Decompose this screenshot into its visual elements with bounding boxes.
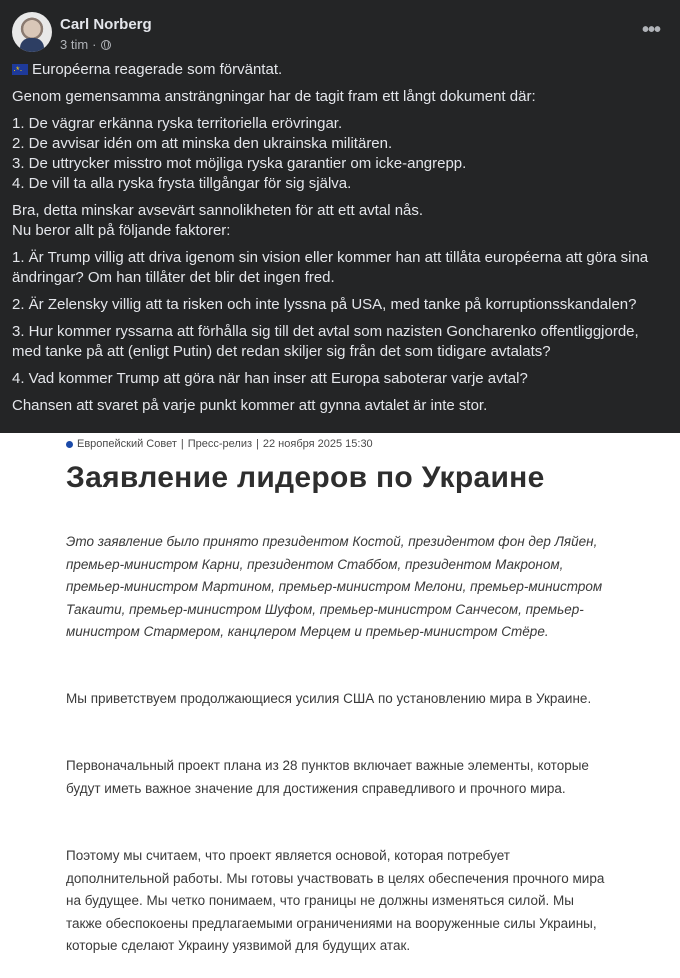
more-options-icon[interactable]: ••• <box>641 19 660 41</box>
bra-line: Bra, detta minskar avsevärt sannolikheten för att ett avtal nås. <box>12 202 424 219</box>
closing-line: Chansen att svaret på varje punkt kommer att gynna avtalet är inte stor. <box>12 397 488 414</box>
council-dot-icon <box>66 441 73 448</box>
meta-separator: · <box>92 37 97 52</box>
lead-line: Genom gemensamma ansträngningar har de tagit fram ett långt dokument där: <box>12 88 536 105</box>
document-paragraph-2: Первоначальный проект плана из 28 пунктов включает важные элементы, которые будут иметь важное значение для достижения справедливого и прочного мира. <box>66 758 589 796</box>
author-name[interactable]: Carl Norberg <box>60 16 152 33</box>
post-header <box>0 0 680 60</box>
list1 <box>12 114 668 194</box>
bra-paragraph <box>12 201 668 241</box>
meta-divider: | <box>180 438 184 450</box>
list1-item: 1. De vägrar erkänna ryska territoriella erövringar. <box>12 115 343 132</box>
globe-icon[interactable] <box>101 40 111 50</box>
attached-document-image[interactable] <box>0 433 680 978</box>
document-date: 22 ноября 2025 15:30 <box>262 438 373 450</box>
question-4: 4. Vad kommer Trump att göra när han inser att Europa saboterar varje avtal? <box>12 370 528 387</box>
document-paragraph-3: Поэтому мы считаем, что проект является основой, которая потребует дополнительной работы. Мы готовы участвовать в целях обеспечения прочного мира на будущее. Мы четко понимаем, что границы не должны изменяться силой. Мы также обеспокоены предлагаемыми ограничениями на вооруженные силы Украины, которые сделают Украину уязвимой для будущих атак. <box>66 848 605 953</box>
question-3: 3. Hur kommer ryssarna att förhålla sig till det avtal som nazisten Goncharenko offentliggjorde, med tanke på att (enligt Putin) det redan skiljer sig från det som tidigare avtalats? <box>12 323 639 360</box>
document-title: Заявление лидеров по Украине <box>66 461 545 494</box>
avatar[interactable] <box>12 12 52 52</box>
meta-divider: | <box>256 438 259 450</box>
post-text <box>0 60 680 416</box>
intro-line <box>12 60 668 80</box>
list1-item: 2. De avvisar idén om att minska den ukrainska militären. <box>12 135 393 152</box>
document-section: Пресс-релиз <box>187 438 253 450</box>
document-meta <box>66 438 373 450</box>
post-meta <box>60 37 111 52</box>
question-2: 2. Är Zelensky villig att ta risken och inte lyssna på USA, med tanke på korruptionsskandalen? <box>12 296 637 313</box>
document-paragraph-1: Мы приветствуем продолжающиеся усилия США по установлению мира в Украине. <box>66 691 592 706</box>
eu-flag-icon <box>12 64 28 75</box>
post-time[interactable]: 3 tim <box>60 37 89 52</box>
facebook-post <box>0 0 680 416</box>
question-1: 1. Är Trump villig att driva igenom sin vision eller kommer han att tillåta européerna att göra sina ändringar? Om han tillåter det blir det ingen fred. <box>12 249 649 286</box>
list1-item: 4. De vill ta alla ryska frysta tillgångar för sig själva. <box>12 175 352 192</box>
document-source: Европейский Совет <box>77 438 177 450</box>
intro-text: Européerna reagerade som förväntat. <box>32 61 283 78</box>
document-intro: Это заявление было принято президентом Костой, президентом фон дер Ляйен, премьер-министром Карни, президентом Стаббом, президентом Макроном, премьер-министром Мартином, премьер-министром Мелони, премьер-министром Такаити, премьер-министром Шуфом, премьер-министром Санчесом, премьер-министром Стармером, канцлером Мерцем и премьер-министром Стёре. <box>66 534 603 639</box>
bra-line: Nu beror allt på följande faktorer: <box>12 222 231 239</box>
list1-item: 3. De uttrycker misstro mot möjliga ryska garantier om icke-angrepp. <box>12 155 467 172</box>
